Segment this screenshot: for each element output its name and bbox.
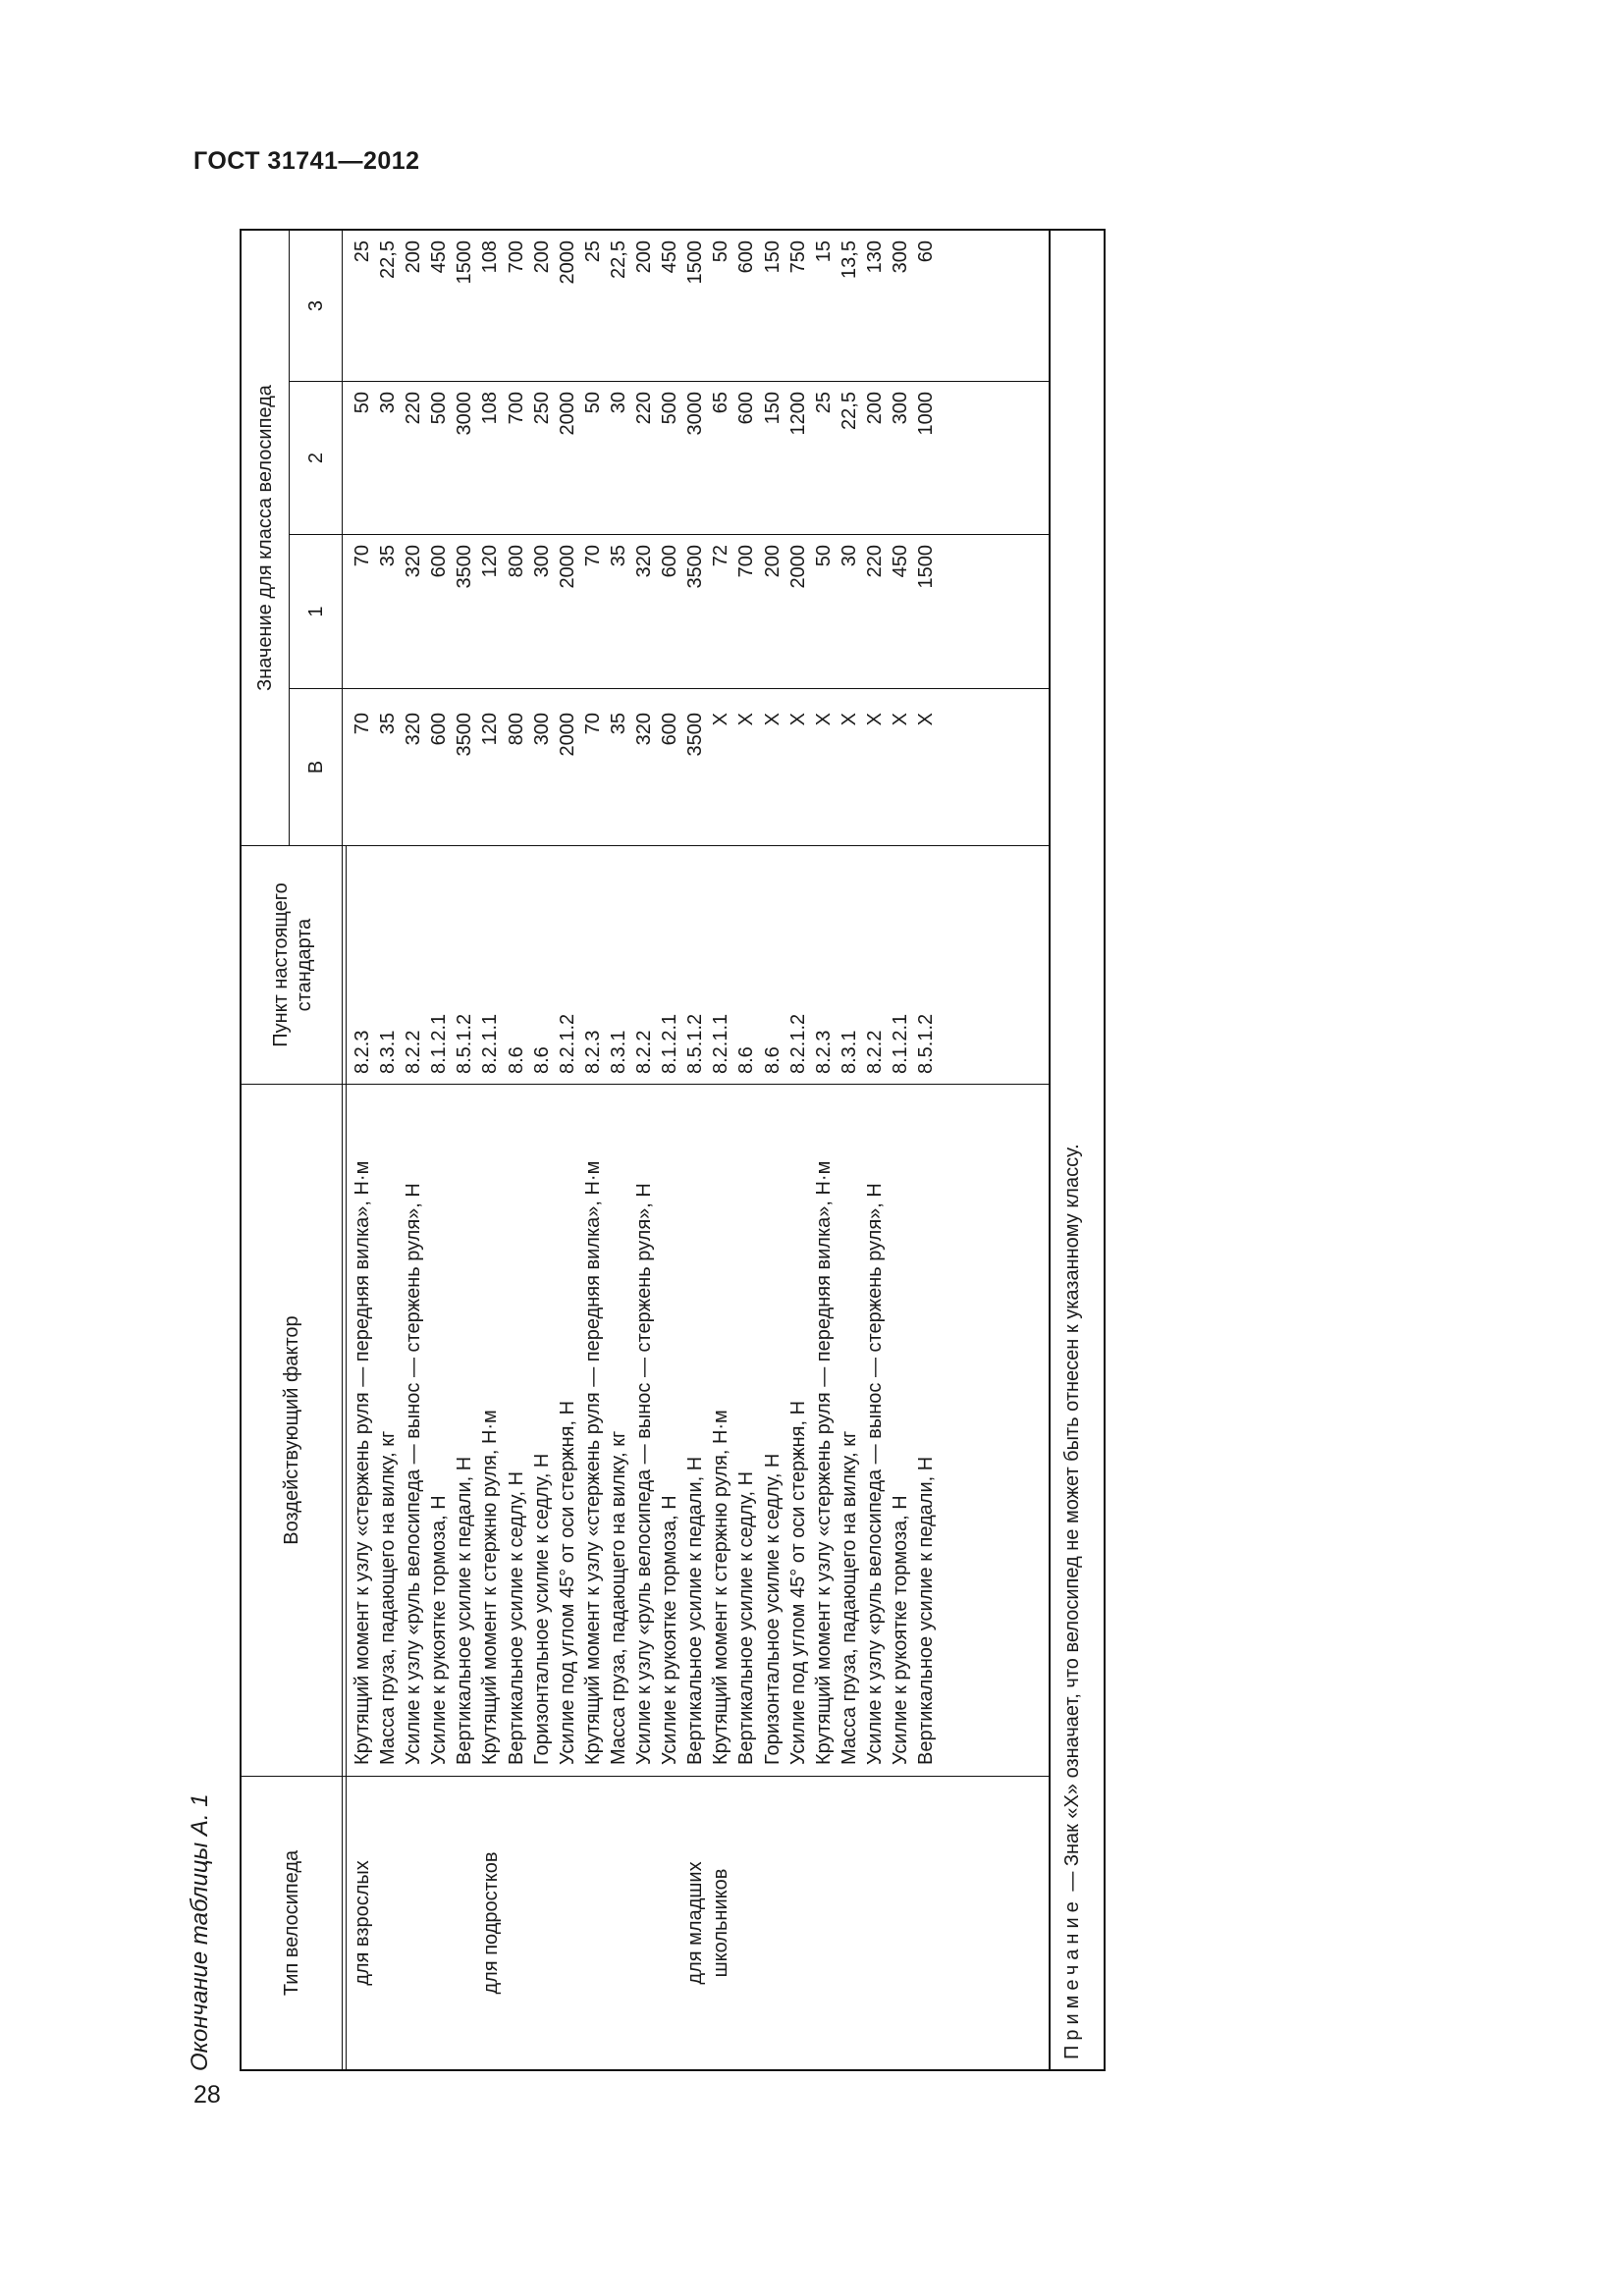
- clause-cell: 8.2.3: [352, 1030, 373, 1074]
- value-cell-1: 3500: [684, 545, 707, 589]
- value-cell-1: 2000: [556, 545, 578, 589]
- value-cell-v: X: [889, 713, 911, 726]
- factor-cell: Вертикальное усилие к педали, Н: [684, 1456, 707, 1765]
- document-number: ГОСТ 31741—2012: [193, 147, 420, 175]
- header-class-2: 2: [304, 452, 327, 464]
- factor-cell: Вертикальное усилие к педали, Н: [454, 1456, 476, 1765]
- factor-cell: Горизонтальное усилие к седлу, Н: [530, 1453, 553, 1765]
- clause-cell: 8.1.2.1: [889, 1013, 911, 1074]
- value-cell-2: 600: [735, 392, 758, 425]
- column-class-v: [350, 713, 939, 845]
- value-cell-2: 3000: [454, 392, 476, 436]
- value-cell-1: 700: [735, 545, 758, 578]
- clause-cell: 8.5.1.2: [454, 1013, 476, 1074]
- value-cell-1: 70: [352, 545, 373, 567]
- header-class-1: 1: [304, 606, 327, 617]
- clause-cell: 8.6: [530, 1046, 553, 1074]
- factor-cell: Вертикальное усилие к седлу, Н: [735, 1470, 758, 1765]
- page-number: 28: [193, 2081, 221, 2109]
- header-class-v: В: [304, 760, 327, 774]
- factor-cell: Усилие к узлу «руль велосипеда — вынос — стержень руля», Н: [403, 1183, 425, 1765]
- value-cell-v: 2000: [556, 713, 578, 757]
- factor-cell: Масса груза, падающего на вилку, кг: [607, 1430, 629, 1765]
- clause-cell: 8.5.1.2: [915, 1013, 938, 1074]
- factor-cell: Усилие к узлу «руль велосипеда — вынос — стержень руля», Н: [863, 1183, 886, 1765]
- note-text: — Знак «Х» означает, что велосипед не может быть отнесен к указанному классу.: [1061, 1144, 1083, 1897]
- factor-cell: Масса груза, падающего на вилку, кг: [838, 1430, 860, 1765]
- value-cell-1: 320: [403, 545, 425, 578]
- value-cell-2: 30: [377, 392, 400, 414]
- value-cell-1: 70: [581, 545, 604, 567]
- value-cell-2: 500: [659, 392, 681, 425]
- value-cell-v: 35: [607, 713, 629, 735]
- value-cell-v: X: [710, 713, 732, 726]
- value-cell-3: 60: [915, 240, 938, 263]
- bicycle-type-cell: для младших школьников: [684, 1861, 732, 1985]
- column-line-v-1: [289, 688, 1049, 689]
- table-note: [1061, 1144, 1084, 2059]
- value-cell-1: 35: [377, 545, 400, 567]
- value-cell-v: 600: [428, 713, 451, 746]
- column-line-factor-clause: [242, 1084, 1049, 1085]
- value-cell-v: X: [838, 713, 860, 726]
- factor-cell: Горизонтальное усилие к седлу, Н: [761, 1453, 784, 1765]
- value-cell-1: 200: [761, 545, 784, 578]
- value-cell-v: 300: [530, 713, 553, 746]
- factor-cell: Крутящий момент к узлу «стержень руля — передняя вилка», Н·м: [352, 1160, 373, 1765]
- clause-cell: 8.2.2: [633, 1030, 656, 1074]
- clause-cell: 8.2.2: [863, 1030, 886, 1074]
- value-cell-3: 300: [889, 240, 911, 274]
- value-cell-1: 320: [633, 545, 656, 578]
- column-line-clause-values: [242, 845, 1049, 846]
- value-cell-v: X: [915, 713, 938, 726]
- value-cell-3: 1500: [684, 240, 707, 285]
- value-cell-1: 220: [863, 545, 886, 578]
- value-cell-2: 22,5: [838, 392, 860, 430]
- note-label: Примечание: [1061, 1896, 1083, 2059]
- value-cell-1: 3500: [454, 545, 476, 589]
- factor-cell: Масса груза, падающего на вилку, кг: [377, 1430, 400, 1765]
- value-cell-v: X: [812, 713, 835, 726]
- factor-cell: Усилие к рукоятке тормоза, Н: [428, 1495, 451, 1765]
- factor-cell: Крутящий момент к стержню руля, Н·м: [710, 1410, 732, 1765]
- column-class-2: [350, 392, 939, 534]
- value-cell-3: 1500: [454, 240, 476, 285]
- column-line-2-3: [289, 381, 1049, 382]
- value-cell-3: 50: [710, 240, 732, 263]
- header-separator-line-double: [346, 846, 347, 2069]
- note-separator-line: [1049, 231, 1051, 2069]
- column-class-3: [350, 240, 939, 381]
- data-table: [240, 229, 1106, 2071]
- value-cell-2: 25: [812, 392, 835, 414]
- value-cell-3: 200: [403, 240, 425, 274]
- value-cell-1: 800: [505, 545, 527, 578]
- clause-cell: 8.5.1.2: [684, 1013, 707, 1074]
- value-cell-1: 50: [812, 545, 835, 567]
- factor-cell: Вертикальное усилие к седлу, Н: [505, 1470, 527, 1765]
- factor-cell: Крутящий момент к узлу «стержень руля — передняя вилка», Н·м: [581, 1160, 604, 1765]
- clause-cell: 8.2.1.2: [556, 1013, 578, 1074]
- clause-cell: 8.3.1: [377, 1030, 400, 1074]
- value-cell-1: 600: [428, 545, 451, 578]
- bicycle-type-cell: для взрослых: [352, 1860, 373, 1986]
- value-cell-2: 50: [352, 392, 373, 414]
- factor-cell: Крутящий момент к стержню руля, Н·м: [479, 1410, 502, 1765]
- value-cell-3: 130: [863, 240, 886, 274]
- value-cell-2: 1200: [786, 392, 809, 436]
- value-cell-v: 3500: [684, 713, 707, 757]
- value-cell-2: 3000: [684, 392, 707, 436]
- factor-cell: Усилие под углом 45° от оси стержня, Н: [556, 1400, 578, 1765]
- value-cell-2: 200: [863, 392, 886, 425]
- value-cell-2: 250: [530, 392, 553, 425]
- value-cell-v: X: [863, 713, 886, 726]
- value-cell-1: 35: [607, 545, 629, 567]
- value-cell-2: 300: [889, 392, 911, 425]
- table-caption: Окончание таблицы А. 1: [187, 1793, 213, 2071]
- value-cell-2: 50: [581, 392, 604, 414]
- factor-cell: Крутящий момент к узлу «стержень руля — передняя вилка», Н·м: [812, 1160, 835, 1765]
- value-cell-1: 1500: [915, 545, 938, 589]
- value-cell-1: 2000: [786, 545, 809, 589]
- clause-cell: 8.2.1.1: [479, 1013, 502, 1074]
- column-line-1-2: [289, 534, 1049, 535]
- value-cell-2: 220: [403, 392, 425, 425]
- header-separator-line: [342, 231, 343, 2069]
- value-cell-3: 25: [581, 240, 604, 263]
- clause-cell: 8.1.2.1: [428, 1013, 451, 1074]
- value-cell-3: 13,5: [838, 240, 860, 279]
- header-factor: Воздействующий фактор: [281, 1315, 302, 1545]
- clause-cell: 8.3.1: [838, 1030, 860, 1074]
- header-type: Тип велосипеда: [281, 1849, 302, 1997]
- clause-cell: 8.2.3: [581, 1030, 604, 1074]
- value-cell-v: 70: [352, 713, 373, 735]
- clause-cell: 8.3.1: [607, 1030, 629, 1074]
- clause-cell: 8.6: [761, 1046, 784, 1074]
- value-cell-3: 25: [352, 240, 373, 263]
- value-cell-3: 450: [659, 240, 681, 274]
- header-clause: Пункт настоящего стандарта: [270, 882, 315, 1047]
- value-cell-1: 450: [889, 545, 911, 578]
- value-cell-2: 108: [479, 392, 502, 425]
- value-cell-1: 30: [838, 545, 860, 567]
- value-cell-1: 72: [710, 545, 732, 567]
- value-cell-2: 500: [428, 392, 451, 425]
- value-cell-1: 300: [530, 545, 553, 578]
- value-cell-3: 700: [505, 240, 527, 274]
- value-cell-3: 15: [812, 240, 835, 263]
- value-cell-1: 600: [659, 545, 681, 578]
- value-cell-v: X: [761, 713, 784, 726]
- value-cell-2: 700: [505, 392, 527, 425]
- clause-cell: 8.1.2.1: [659, 1013, 681, 1074]
- value-cell-2: 65: [710, 392, 732, 414]
- value-cell-3: 750: [786, 240, 809, 274]
- value-cell-v: 800: [505, 713, 527, 746]
- value-cell-3: 450: [428, 240, 451, 274]
- value-cell-v: 120: [479, 713, 502, 746]
- factor-cell: Усилие к рукоятке тормоза, Н: [889, 1495, 911, 1765]
- value-cell-2: 1000: [915, 392, 938, 436]
- clause-cell: 8.2.1.1: [710, 1013, 732, 1074]
- column-factor: [350, 1088, 939, 1765]
- bicycle-type-cell: для подростков: [479, 1851, 502, 1995]
- factor-cell: Усилие к узлу «руль велосипеда — вынос — стержень руля», Н: [633, 1183, 656, 1765]
- value-cell-2: 30: [607, 392, 629, 414]
- value-cell-2: 150: [761, 392, 784, 425]
- clause-cell: 8.2.1.2: [786, 1013, 809, 1074]
- value-cell-3: 200: [530, 240, 553, 274]
- value-cell-1: 120: [479, 545, 502, 578]
- clause-cell: 8.6: [735, 1046, 758, 1074]
- rotated-table-sheet: [182, 226, 1105, 2071]
- value-cell-v: 320: [403, 713, 425, 746]
- factor-cell: Усилие к рукоятке тормоза, Н: [659, 1495, 681, 1765]
- factor-cell: Вертикальное усилие к педали, Н: [915, 1456, 938, 1765]
- factor-cell: Усилие под углом 45° от оси стержня, Н: [786, 1400, 809, 1765]
- value-cell-v: 3500: [454, 713, 476, 757]
- value-cell-v: 70: [581, 713, 604, 735]
- value-cell-3: 600: [735, 240, 758, 274]
- value-cell-3: 108: [479, 240, 502, 274]
- value-cell-3: 200: [633, 240, 656, 274]
- clause-cell: 8.2.2: [403, 1030, 425, 1074]
- value-cell-v: 320: [633, 713, 656, 746]
- clause-cell: 8.2.3: [812, 1030, 835, 1074]
- value-cell-3: 2000: [556, 240, 578, 285]
- value-cell-v: 35: [377, 713, 400, 735]
- value-cell-v: X: [735, 713, 758, 726]
- value-cell-2: 220: [633, 392, 656, 425]
- value-cell-v: 600: [659, 713, 681, 746]
- value-cell-3: 22,5: [377, 240, 400, 279]
- header-value-group: Значение для класса велосипеда: [254, 385, 276, 691]
- value-cell-3: 22,5: [607, 240, 629, 279]
- value-cell-v: X: [786, 713, 809, 726]
- column-class-1: [350, 545, 939, 688]
- header-class-3: 3: [304, 299, 327, 312]
- value-cell-3: 150: [761, 240, 784, 274]
- clause-cell: 8.6: [505, 1046, 527, 1074]
- value-cell-2: 2000: [556, 392, 578, 436]
- column-clause: [350, 853, 939, 1074]
